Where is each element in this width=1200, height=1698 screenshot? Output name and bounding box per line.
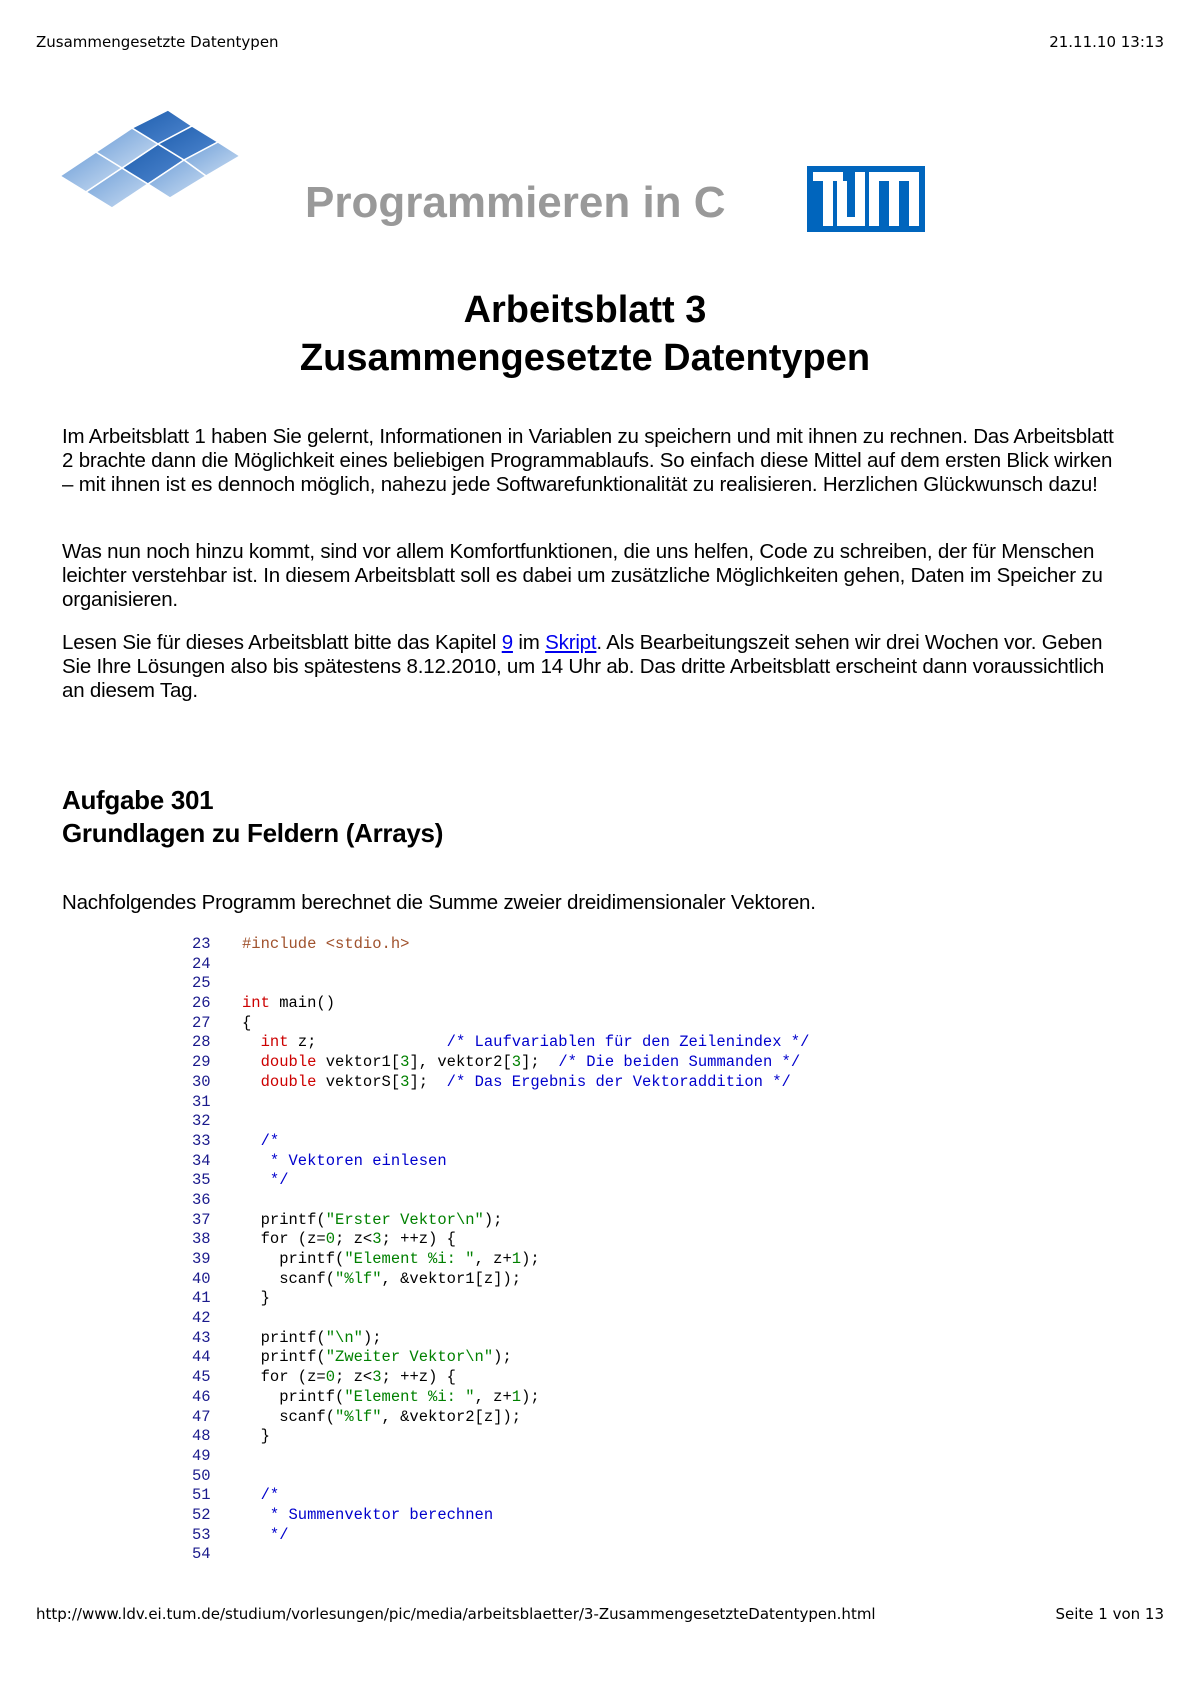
line-number: 27	[192, 1013, 211, 1032]
code-token: ; z<	[335, 1368, 373, 1387]
code-token: "\n"	[325, 1328, 363, 1347]
code-token	[242, 1171, 270, 1189]
intro-text: im	[512, 631, 546, 654]
code-token: vektor1[	[316, 1053, 401, 1072]
intro-text: . Als Bearbeitungszeit sehen wir drei Wochen vor. Geben Sie Ihre Lösungen also bis spätestens 8.12.2010, um 14 Uhr ab. Das dritte Arbeitsblatt erscheint dann voraussichtlich an diesem Tag.	[62, 631, 1105, 702]
code-token: );	[362, 1328, 382, 1347]
code-token: );	[493, 1348, 512, 1367]
code-token: * Summenvektor berechnen	[269, 1505, 494, 1524]
code-token: ], vektor2[	[409, 1053, 512, 1072]
line-number: 44	[192, 1348, 211, 1367]
code-text	[222, 1230, 456, 1250]
code-token: , &vektor2[z]);	[381, 1407, 522, 1426]
page-header-datetime: 21.11.10 13:13	[1049, 33, 1164, 51]
line-number: 35	[192, 1171, 211, 1190]
code-text	[222, 1427, 270, 1447]
code-token	[242, 1033, 261, 1051]
line-number: 49	[192, 1446, 211, 1465]
task-number: Aufgabe 301	[62, 785, 214, 815]
intro-paragraph-3	[62, 631, 1122, 703]
worksheet-number: Arbeitsblatt 3	[463, 289, 707, 331]
line-number: 36	[192, 1190, 211, 1209]
code-token: 3	[511, 1053, 522, 1072]
line-number: 52	[192, 1505, 211, 1524]
line-number: 23	[192, 935, 211, 953]
line-number: 48	[192, 1427, 211, 1446]
code-token: * Vektoren einlesen	[269, 1151, 447, 1170]
code-line	[192, 935, 809, 955]
line-number: 37	[192, 1210, 211, 1229]
code-line	[192, 1408, 809, 1428]
line-number: 31	[192, 1092, 211, 1111]
code-line	[192, 1053, 809, 1073]
code-token: 3	[372, 1230, 382, 1249]
code-token: }	[242, 1289, 270, 1308]
code-token: /*	[260, 1486, 280, 1505]
code-token: /*	[260, 1131, 280, 1150]
code-token: "Zweiter Vektor\n"	[325, 1348, 494, 1367]
code-text	[222, 1073, 791, 1093]
task-description: Nachfolgendes Programm berechnet die Summe zweier dreidimensionaler Vektoren.	[62, 891, 816, 914]
chapter-link[interactable]: 9	[501, 631, 513, 654]
line-number: 39	[192, 1250, 211, 1268]
code-token: double	[260, 1053, 317, 1072]
code-text	[222, 1368, 456, 1388]
code-line	[192, 1211, 809, 1231]
code-line	[192, 1270, 809, 1290]
code-token: , &vektor1[z]);	[381, 1269, 522, 1288]
code-token: /* Die beiden Summanden */	[558, 1053, 801, 1072]
code-line	[192, 1467, 809, 1487]
code-text	[222, 1270, 521, 1290]
code-token: ; ++z) {	[381, 1368, 456, 1387]
course-title: Programmieren in C	[305, 178, 726, 227]
code-token	[242, 1486, 261, 1504]
code-line	[192, 1368, 809, 1388]
line-number: 50	[192, 1466, 211, 1485]
code-token	[242, 1053, 261, 1071]
code-token: ; ++z) {	[381, 1230, 456, 1249]
code-line	[192, 1250, 809, 1270]
intro-text: Lesen Sie für dieses Arbeitsblatt bitte das Kapitel	[62, 631, 502, 654]
code-token: for (z=	[242, 1230, 326, 1249]
code-line	[192, 1329, 809, 1349]
intro-paragraph-1: Im Arbeitsblatt 1 haben Sie gelernt, Informationen in Variablen zu speichern und mit ihnen zu rechnen. Das Arbeitsblatt 2 brachte dann die Möglichkeit eines beliebigen Programmablaufs. So einfach diese Mittel auf dem ersten Blick wirken – mit ihnen ist es dennoch möglich, nahezu jede Softwarefunktionalität zu realisieren. Herzlichen Glückwunsch dazu!	[62, 425, 1114, 496]
line-number: 26	[192, 994, 211, 1013]
code-token: 3	[400, 1072, 410, 1091]
script-link[interactable]: Skript	[545, 631, 597, 654]
code-token: 0	[325, 1368, 336, 1387]
code-token: );	[483, 1210, 503, 1229]
task-heading	[62, 784, 443, 850]
code-token: int	[260, 1033, 289, 1052]
code-line	[192, 1545, 809, 1565]
code-token: for (z=	[242, 1368, 326, 1387]
code-token: {	[242, 1013, 252, 1032]
code-line	[192, 1506, 809, 1526]
code-line	[192, 974, 809, 994]
code-line	[192, 1447, 809, 1467]
code-token: */	[269, 1525, 289, 1544]
code-token: "Erster Vektor\n"	[325, 1210, 484, 1229]
line-number: 45	[192, 1368, 211, 1387]
line-number: 25	[192, 974, 211, 993]
code-line	[192, 1526, 809, 1546]
page-url: http://www.ldv.ei.tum.de/studium/vorlesungen/pic/media/arbeitsblaetter/3-ZusammengesetzteDatentypen.html	[36, 1605, 876, 1623]
code-line	[192, 1388, 809, 1408]
code-token: vektorS[	[316, 1072, 401, 1091]
code-token: /* Das Ergebnis der Vektoraddition */	[446, 1072, 791, 1091]
code-text	[222, 1014, 251, 1034]
line-number: 47	[192, 1407, 211, 1426]
code-line	[192, 1093, 809, 1113]
code-token: "%lf"	[335, 1269, 382, 1288]
code-token: scanf(	[242, 1269, 336, 1288]
line-number: 53	[192, 1525, 211, 1544]
code-line	[192, 955, 809, 975]
code-token: printf(	[242, 1250, 345, 1268]
code-token: );	[521, 1387, 540, 1406]
code-line	[192, 1033, 809, 1053]
code-token: 1	[511, 1250, 522, 1268]
line-number: 41	[192, 1289, 211, 1308]
line-number: 30	[192, 1072, 211, 1091]
code-token: z;	[288, 1033, 447, 1052]
code-text	[222, 1408, 521, 1428]
code-token: int	[242, 994, 270, 1013]
code-token	[242, 1073, 261, 1091]
code-token	[242, 1152, 270, 1170]
code-token: ];	[409, 1072, 447, 1091]
code-line	[192, 1191, 809, 1211]
code-line	[192, 994, 809, 1014]
code-text	[222, 935, 409, 955]
tum-logo	[807, 166, 925, 232]
line-number: 42	[192, 1309, 211, 1328]
code-text	[222, 1152, 447, 1172]
code-text	[222, 1289, 270, 1309]
course-logo	[60, 110, 240, 215]
code-text	[222, 994, 335, 1014]
line-number: 43	[192, 1328, 211, 1347]
code-line	[192, 1171, 809, 1191]
code-token: "Element %i: "	[344, 1387, 475, 1406]
code-line	[192, 1348, 809, 1368]
code-token: printf(	[242, 1328, 326, 1347]
code-text	[222, 1033, 809, 1053]
code-token	[242, 1132, 261, 1150]
code-text	[222, 1486, 279, 1506]
line-number: 38	[192, 1230, 211, 1249]
code-line	[192, 1073, 809, 1093]
code-text	[222, 1526, 289, 1546]
code-line	[192, 1230, 809, 1250]
code-token: }	[242, 1427, 270, 1446]
code-token: /* Laufvariablen für den Zeilenindex */	[446, 1033, 810, 1052]
code-text	[222, 1132, 279, 1152]
code-token: #include <stdio.h>	[242, 935, 410, 953]
code-line	[192, 1014, 809, 1034]
code-text	[222, 1329, 382, 1349]
line-number: 32	[192, 1112, 211, 1131]
code-token: "%lf"	[335, 1407, 382, 1426]
code-line	[192, 1427, 809, 1447]
code-token: */	[269, 1171, 289, 1190]
code-text	[222, 1348, 512, 1368]
line-number: 54	[192, 1545, 211, 1564]
line-number: 28	[192, 1033, 211, 1052]
code-token: printf(	[242, 1210, 326, 1229]
code-line	[192, 1132, 809, 1152]
code-token: double	[260, 1072, 317, 1091]
page-header-title: Zusammengesetzte Datentypen	[36, 33, 279, 51]
line-number: 34	[192, 1151, 211, 1170]
task-title: Grundlagen zu Feldern (Arrays)	[62, 818, 444, 848]
page-number: Seite 1 von 13	[1055, 1605, 1164, 1623]
line-number: 40	[192, 1269, 211, 1288]
code-token	[242, 1506, 270, 1524]
code-token: );	[521, 1250, 540, 1268]
code-text	[222, 1171, 289, 1191]
intro-paragraph-2: Was nun noch hinzu kommt, sind vor allem Komfortfunktionen, die uns helfen, Code zu schreiben, der für Menschen leichter verstehbar ist. In diesem Arbeitsblatt soll es dabei um zusätzliche Möglichkeiten gehen, Daten im Speicher zu organisieren.	[62, 540, 1103, 611]
code-token: , z+	[474, 1387, 512, 1406]
code-line	[192, 1152, 809, 1172]
code-token: "Element %i: "	[344, 1250, 475, 1268]
code-line	[192, 1309, 809, 1329]
code-token: , z+	[474, 1250, 512, 1268]
code-text	[222, 1053, 800, 1073]
code-token: scanf(	[242, 1407, 336, 1426]
code-token: 3	[372, 1368, 382, 1387]
code-token	[242, 1526, 270, 1544]
line-number: 51	[192, 1486, 211, 1505]
line-number: 33	[192, 1131, 211, 1150]
code-text	[222, 1506, 493, 1526]
code-text	[222, 1250, 540, 1270]
line-number: 46	[192, 1387, 211, 1406]
code-text	[222, 1211, 502, 1231]
code-token: 1	[511, 1387, 522, 1406]
worksheet-title	[0, 286, 1170, 382]
code-line	[192, 1289, 809, 1309]
code-listing	[192, 935, 809, 1565]
line-number: 29	[192, 1053, 211, 1072]
code-line	[192, 1112, 809, 1132]
worksheet-subject: Zusammengesetzte Datentypen	[299, 337, 871, 379]
code-token: ];	[521, 1053, 559, 1072]
code-token: ; z<	[335, 1230, 373, 1249]
code-token: printf(	[242, 1348, 326, 1367]
code-token: 3	[400, 1053, 410, 1072]
code-token: 0	[325, 1230, 336, 1249]
code-text	[222, 1388, 540, 1408]
code-line	[192, 1486, 809, 1506]
code-token: printf(	[242, 1387, 345, 1406]
line-number: 24	[192, 954, 211, 973]
code-token: main()	[269, 994, 336, 1013]
